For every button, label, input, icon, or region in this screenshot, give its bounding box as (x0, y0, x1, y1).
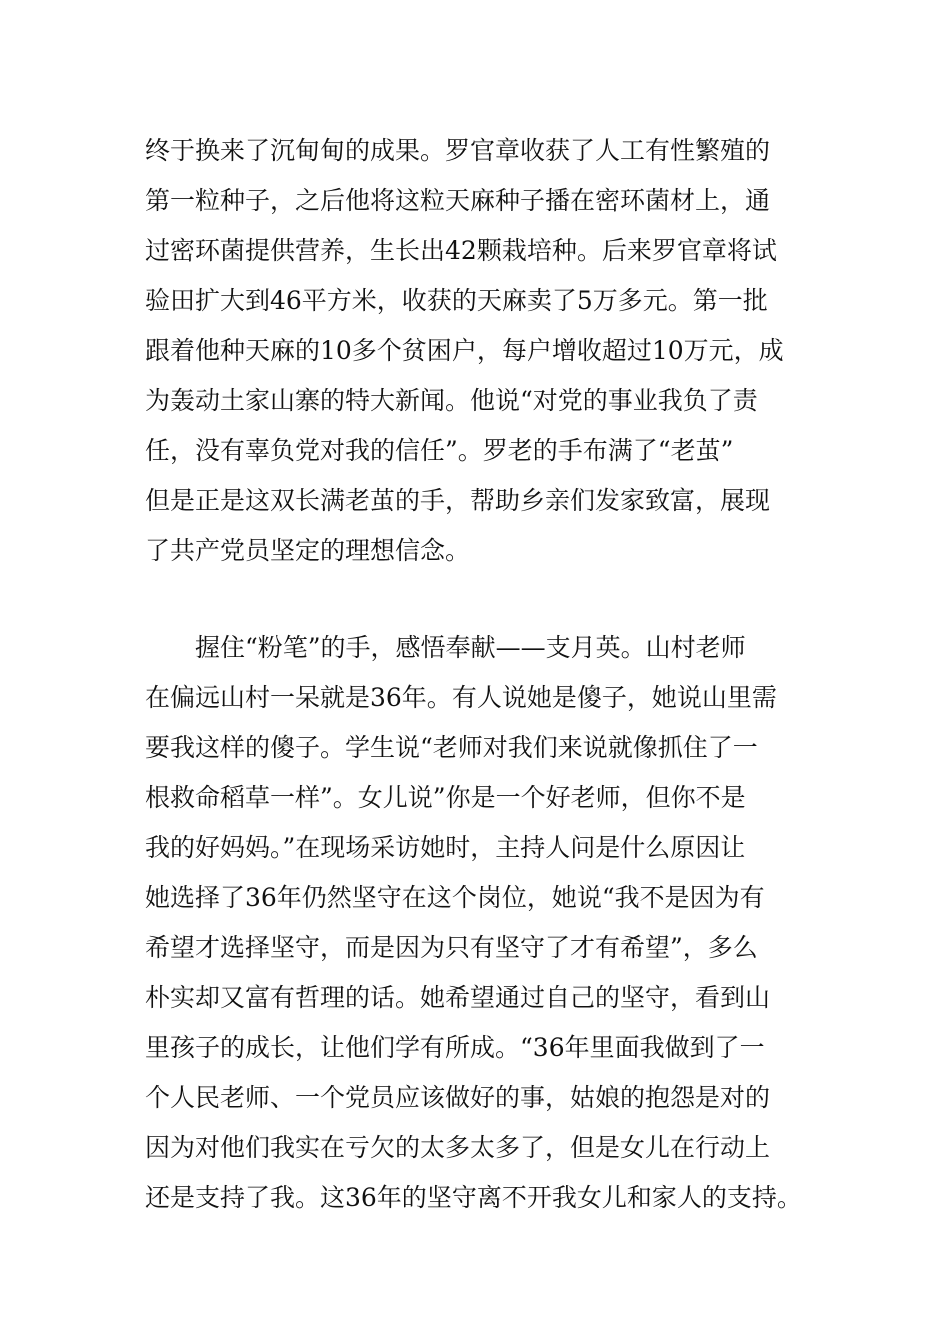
text-line: 但是正是这双长满老茧的手，帮助乡亲们发家致富，展现 (145, 486, 771, 515)
text-line: 朴实却又富有哲理的话。她希望通过自己的坚守，看到山 (145, 983, 771, 1012)
text-line: 在偏远山村一呆就是36年。有人说她是傻子，她说山里需 (145, 683, 777, 712)
text-line: 握住“粉笔”的手，感悟奉献——支月英。山村老师 (145, 633, 746, 662)
text-line: 终于换来了沉甸甸的成果。罗官章收获了人工有性繁殖的 (145, 136, 771, 165)
text-line: 过密环菌提供营养，生长出42颗栽培种。后来罗官章将试 (145, 236, 777, 265)
text-line: 要我这样的傻子。学生说“老师对我们来说就像抓住了一 (145, 733, 758, 762)
paragraph-luo-guanzhang (145, 126, 845, 576)
text-line: 为轰动土家山寨的特大新闻。他说“对党的事业我负了责 (145, 386, 758, 415)
text-line: 我的好妈妈。”在现场采访她时，主持人问是什么原因让 (145, 833, 746, 862)
text-line: 里孩子的成长，让他们学有所成。“36年里面我做到了一 (145, 1033, 765, 1062)
text-line: 因为对他们我实在亏欠的太多太多了，但是女儿在行动上 (145, 1133, 771, 1162)
paragraph-zhi-yueying (145, 623, 845, 1223)
text-line: 跟着他种天麻的10多个贫困户，每户增收超过10万元，成 (145, 336, 784, 365)
text-line: 还是支持了我。这36年的坚守离不开我女儿和家人的支持。 (145, 1183, 802, 1212)
text-line: 了共产党员坚定的理想信念。 (145, 536, 471, 565)
text-line: 她选择了36年仍然坚守在这个岗位，她说“我不是因为有 (145, 883, 765, 912)
text-line: 第一粒种子，之后他将这粒天麻种子播在密环菌材上，通 (145, 186, 771, 215)
text-line: 任，没有辜负党对我的信任”。罗老的手布满了“老茧” (145, 436, 734, 465)
text-line: 根救命稻草一样”。女儿说”你是一个好老师，但你不是 (145, 783, 746, 812)
text-line: 验田扩大到46平方米，收获的天麻卖了5万多元。第一批 (145, 286, 768, 315)
text-line: 个人民老师、一个党员应该做好的事，姑娘的抱怨是对的 (145, 1083, 771, 1112)
text-line: 希望才选择坚守，而是因为只有坚守了才有希望”，多么 (145, 933, 758, 962)
